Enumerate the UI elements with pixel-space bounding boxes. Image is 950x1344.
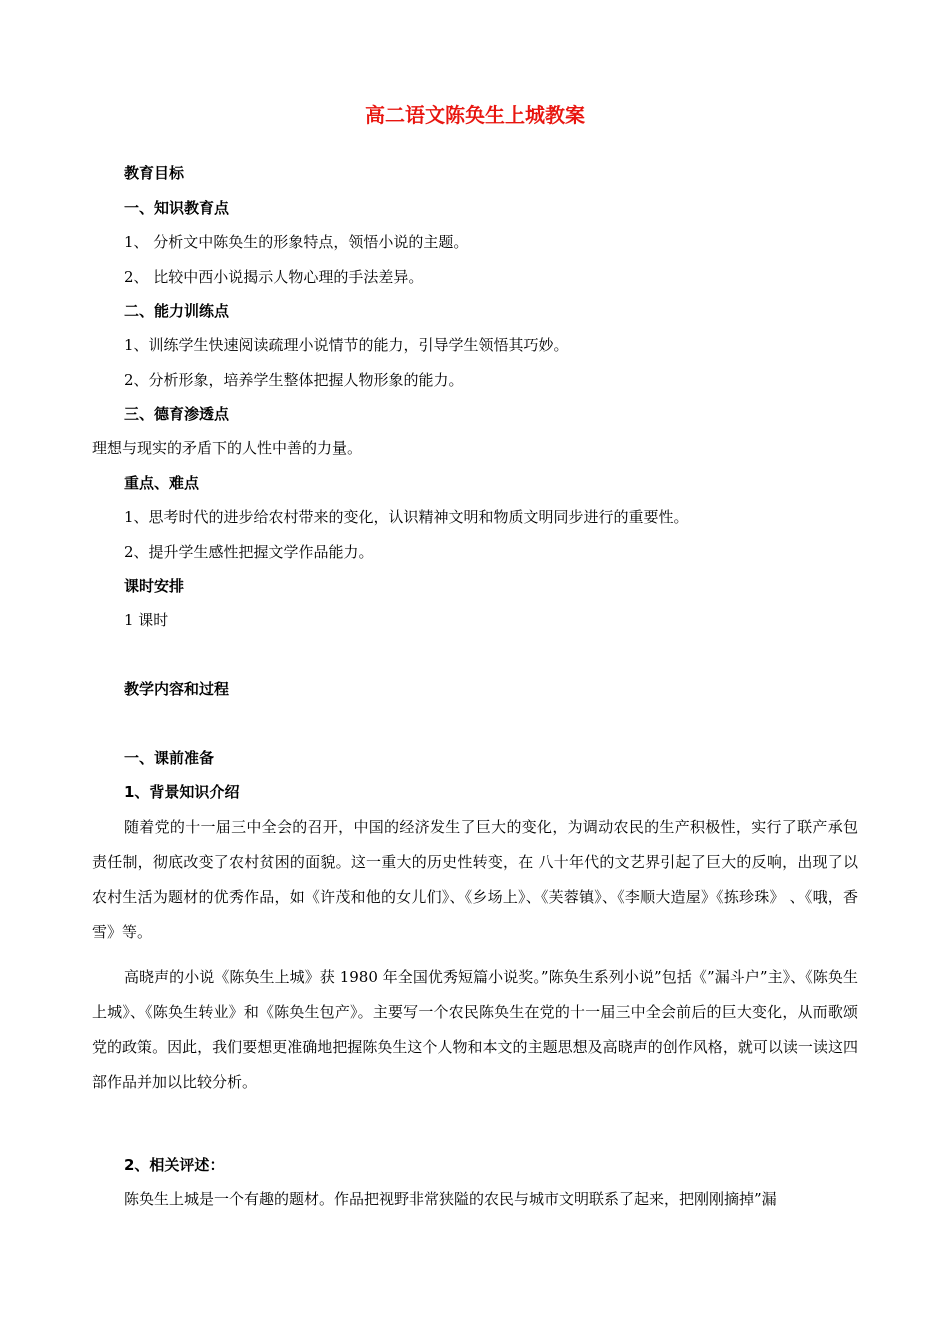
knowledge-item: 2、 比较中西小说揭示人物心理的手法差异。 [124,268,424,286]
ability-item: 2、分析形象，培养学生整体把握人物形象的能力。 [124,371,464,389]
edu-goal-heading: 教育目标 [124,164,185,182]
key-heading: 重点、难点 [124,474,200,492]
knowledge-heading: 一、知识教育点 [124,199,230,217]
background-paragraph: 随着党的十一届三中全会的召开，中国的经济发生了巨大的变化，为调动农民的生产积极性，实行了联产承包责任制，彻底改变了农村贫困的面貌。这一重大的历史性转变，在 八十年代的文艺界引起了巨大的反响，出现了以农村生活为题材的优秀作品，如《许茂和他的女儿们》、《乡场上》、《芙蓉镇》、《李顺大造屋》《拣珍珠》 、《哦，香雪》等。 [92,818,858,941]
ability-heading: 二、能力训练点 [124,302,230,320]
moral-heading: 三、德育渗透点 [124,405,230,423]
schedule-heading: 课时安排 [124,577,185,595]
key-item: 2、提升学生感性把握文学作品能力。 [124,543,374,561]
ability-item: 1、训练学生快速阅读疏理小说情节的能力，引导学生领悟其巧妙。 [124,336,569,354]
comments-heading: 2、相关评述： [124,1156,225,1174]
document-title: 高二语文陈奂生上城教案 [365,103,585,127]
comments-paragraph: 陈奂生上城是一个有趣的题材。作品把视野非常狭隘的农民与城市文明联系了起来，把刚刚摘掉”漏 [124,1190,777,1208]
knowledge-item: 1、 分析文中陈奂生的形象特点，领悟小说的主题。 [124,233,469,251]
background-paragraph: 高晓声的小说《陈奂生上城》获 1980 年全国优秀短篇小说奖。”陈奂生系列小说”包括《”漏斗户”主》、《陈奂生上城》、《陈奂生转业》和《陈奂生包产》。主要写一个农民陈奂生在党的十一届三中全会前后的巨大变化，从而歌颂党的政策。因此，我们要想更准确地把握陈奂生这个人物和本文的主题思想及高晓声的创作风格，就可以读一读这四部作品并加以比较分析。 [92,968,858,1091]
background-heading: 1、背景知识介绍 [124,783,240,801]
key-item: 1、思考时代的进步给农村带来的变化，认识精神文明和物质文明同步进行的重要性。 [124,508,689,526]
prep-heading: 一、课前准备 [124,749,215,767]
schedule-text: 1 课时 [124,611,169,629]
content-heading: 教学内容和过程 [124,680,230,698]
moral-text: 理想与现实的矛盾下的人性中善的力量。 [92,439,363,457]
